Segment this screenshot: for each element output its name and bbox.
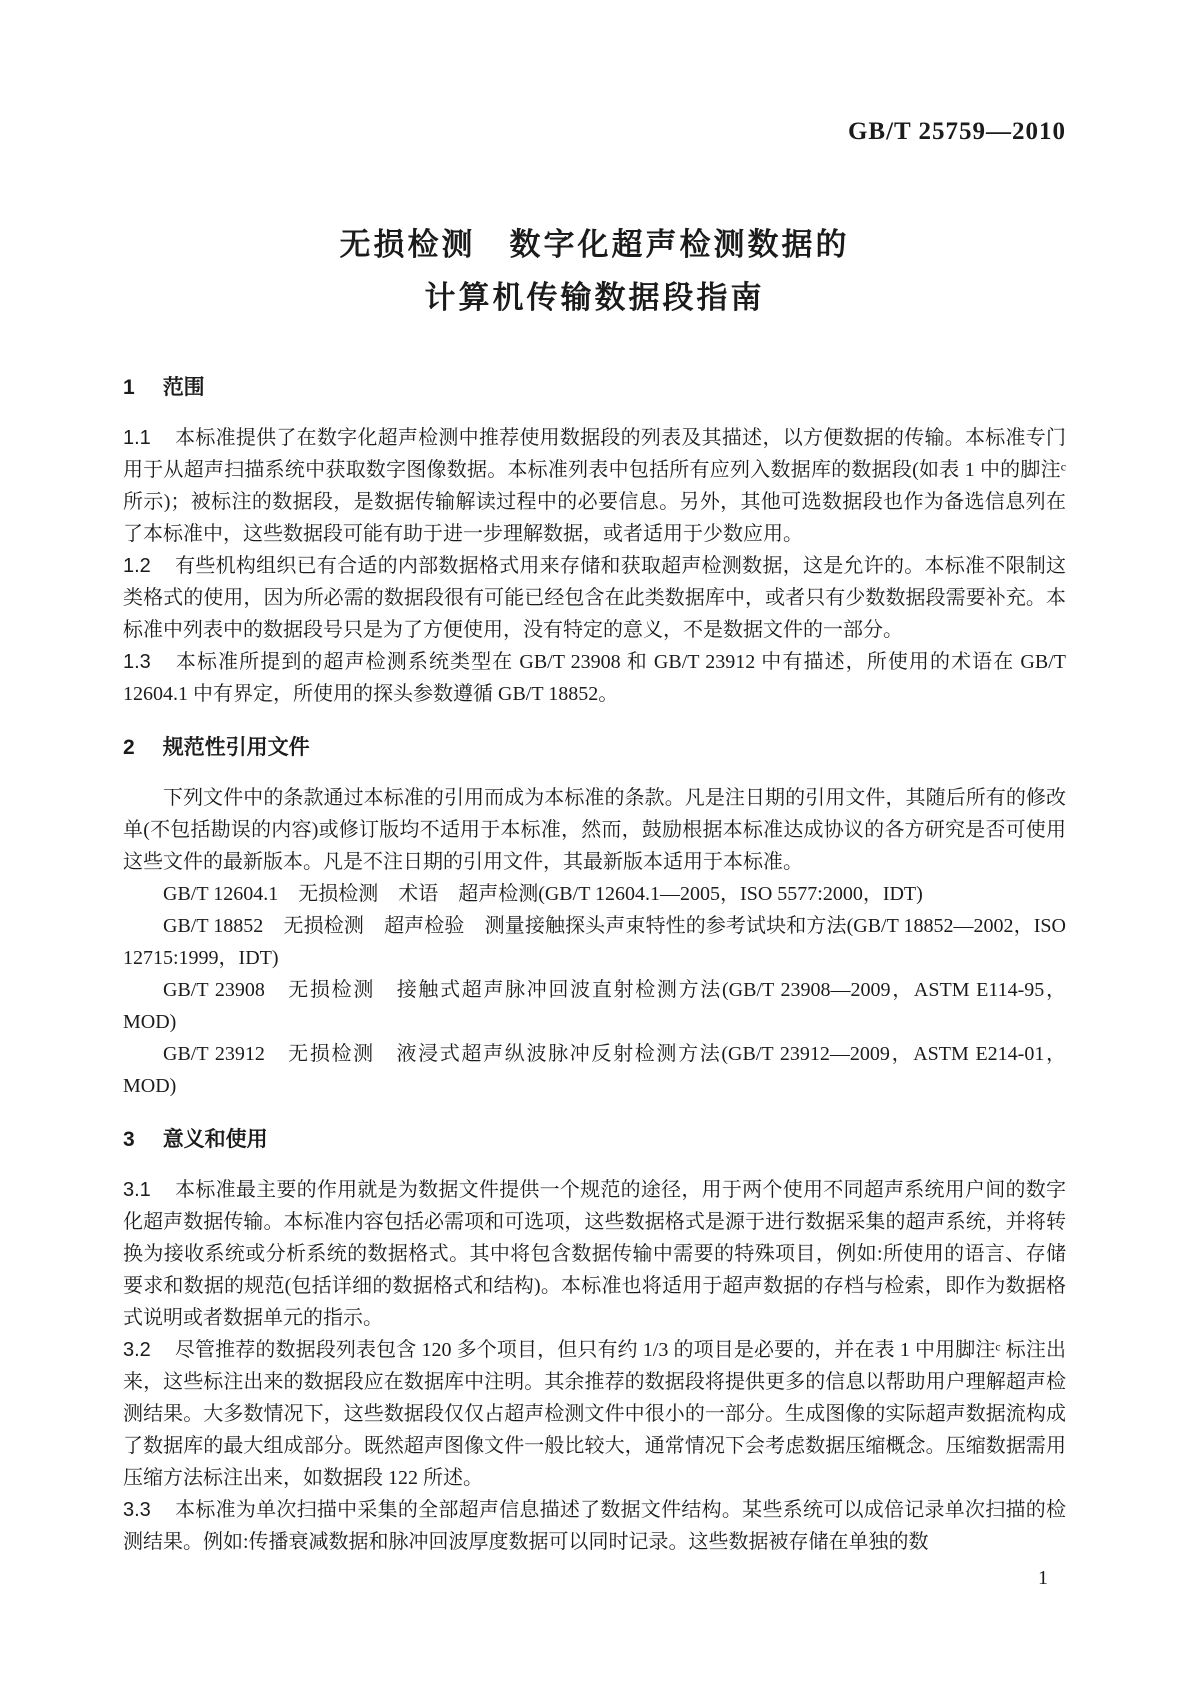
clause-1-3-number: 1.3 (123, 651, 151, 673)
clause-1-3-text: 本标准所提到的超声检测系统类型在 GB/T 23908 和 GB/T 23912 中有描述，所使用的术语在 GB/T 12604.1 中有界定，所使用的探头参数遵循 GB/T 18852。 (123, 651, 1066, 705)
standard-number: GB/T 25759—2010 (847, 118, 1066, 145)
section-normative-references (123, 736, 1066, 1102)
title-line-2: 计算机传输数据段指南 (424, 280, 765, 315)
section-scope (123, 376, 1066, 710)
clause-1-1 (123, 422, 1066, 550)
reference-item-4: GB/T 23912 无损检测 液浸式超声纵波脉冲反射检测方法(GB/T 23912—2009，ASTM E214-01，MOD) (123, 1043, 1066, 1097)
section-3-title: 意义和使用 (162, 1128, 268, 1151)
clause-1-1-text: 本标准提供了在数字化超声检测中推荐使用数据段的列表及其描述，以方便数据的传输。本标准专门用于从超声扫描系统中获取数字图像数据。本标准列表中包括所有应列入数据库的数据段(如表 1 中的脚注ᶜ 所示)；被标注的数据段，是数据传输解读过程中的必要信息。另外，其他可选数据段也作为备选信息列在了本标准中，这些数据段可能有助于进一步理解数据，或者适用于少数应用。 (123, 427, 1066, 545)
reference-item-3: GB/T 23908 无损检测 接触式超声脉冲回波直射检测方法(GB/T 23908—2009，ASTM E114-95，MOD) (123, 979, 1066, 1033)
reference-item-1: GB/T 12604.1 无损检测 术语 超声检测(GB/T 12604.1—2005，ISO 5577:2000，IDT) (163, 883, 923, 905)
clause-1-2-number: 1.2 (123, 555, 151, 577)
clause-1-2 (123, 550, 1066, 646)
section-2-number: 2 (123, 736, 135, 759)
section-1-heading (123, 376, 1066, 400)
clause-3-2-number: 3.2 (123, 1339, 151, 1361)
document-title (123, 218, 1066, 324)
section-3-number: 3 (123, 1128, 135, 1151)
section-3-heading (123, 1128, 1066, 1152)
clause-3-1 (123, 1174, 1066, 1334)
clause-3-2-text: 尽管推荐的数据段列表包含 120 多个项目，但只有约 1/3 的项目是必要的，并在表 1 中用脚注ᶜ 标注出来，这些标注出来的数据段应在数据库中注明。其余推荐的数据段将提供更多的信息以帮助用户理解超声检测结果。大多数情况下，这些数据段仅仅占超声检测文件中很小的一部分。生成图像的实际超声数据流构成了数据库的最大组成部分。既然超声图像文件一般比较大，通常情况下会考虑数据压缩概念。压缩数据需用压缩方法标注出来，如数据段 122 所述。 (123, 1339, 1066, 1489)
clause-3-1-text: 本标准最主要的作用就是为数据文件提供一个规范的途径，用于两个使用不同超声系统用户间的数字化超声数据传输。本标准内容包括必需项和可选项，这些数据格式是源于进行数据采集的超声系统，并将转换为接收系统或分析系统的数据格式。其中将包含数据传输中需要的特殊项目，例如:所使用的语言、存储要求和数据的规范(包括详细的数据格式和结构)。本标准也将适用于超声数据的存档与检索，即作为数据格式说明或者数据单元的指示。 (123, 1179, 1066, 1329)
section-2-heading (123, 736, 1066, 760)
page-header (123, 118, 1066, 146)
title-line-1: 无损检测 数字化超声检测数据的 (339, 227, 850, 262)
clause-3-2 (123, 1334, 1066, 1494)
clause-3-3-text: 本标准为单次扫描中采集的全部超声信息描述了数据文件结构。某些系统可以成倍记录单次扫描的检测结果。例如:传播衰减数据和脉冲回波厚度数据可以同时记录。这些数据被存储在单独的数 (123, 1499, 1066, 1553)
page-footer (123, 1562, 1066, 1594)
section-1-number: 1 (123, 376, 135, 399)
clause-1-2-text: 有些机构组织已有合适的内部数据格式用来存储和获取超声检测数据，这是允许的。本标准不限制这类格式的使用，因为所必需的数据段很有可能已经包含在此类数据库中，或者只有少数数据段需要补充。本标准中列表中的数据段号只是为了方便使用，没有特定的意义，不是数据文件的一部分。 (123, 555, 1066, 641)
clause-3-1-number: 3.1 (123, 1179, 151, 1201)
section-significance-and-use (123, 1128, 1066, 1558)
clause-3-3-number: 3.3 (123, 1499, 151, 1521)
references-intro: 下列文件中的条款通过本标准的引用而成为本标准的条款。凡是注日期的引用文件，其随后所有的修改单(不包括勘误的内容)或修订版均不适用于本标准，然而，鼓励根据本标准达成协议的各方研究是否可使用这些文件的最新版本。凡是不注日期的引用文件，其最新版本适用于本标准。 (123, 787, 1066, 873)
reference-item-2: GB/T 18852 无损检测 超声检验 测量接触探头声束特性的参考试块和方法(GB/T 18852—2002，ISO 12715:1999，IDT) (123, 915, 1066, 969)
page-number: 1 (1038, 1567, 1048, 1589)
clause-1-3 (123, 646, 1066, 710)
clause-1-1-number: 1.1 (123, 427, 151, 449)
clause-3-3 (123, 1494, 1066, 1558)
section-1-title: 范围 (162, 376, 205, 399)
section-2-title: 规范性引用文件 (162, 736, 310, 759)
